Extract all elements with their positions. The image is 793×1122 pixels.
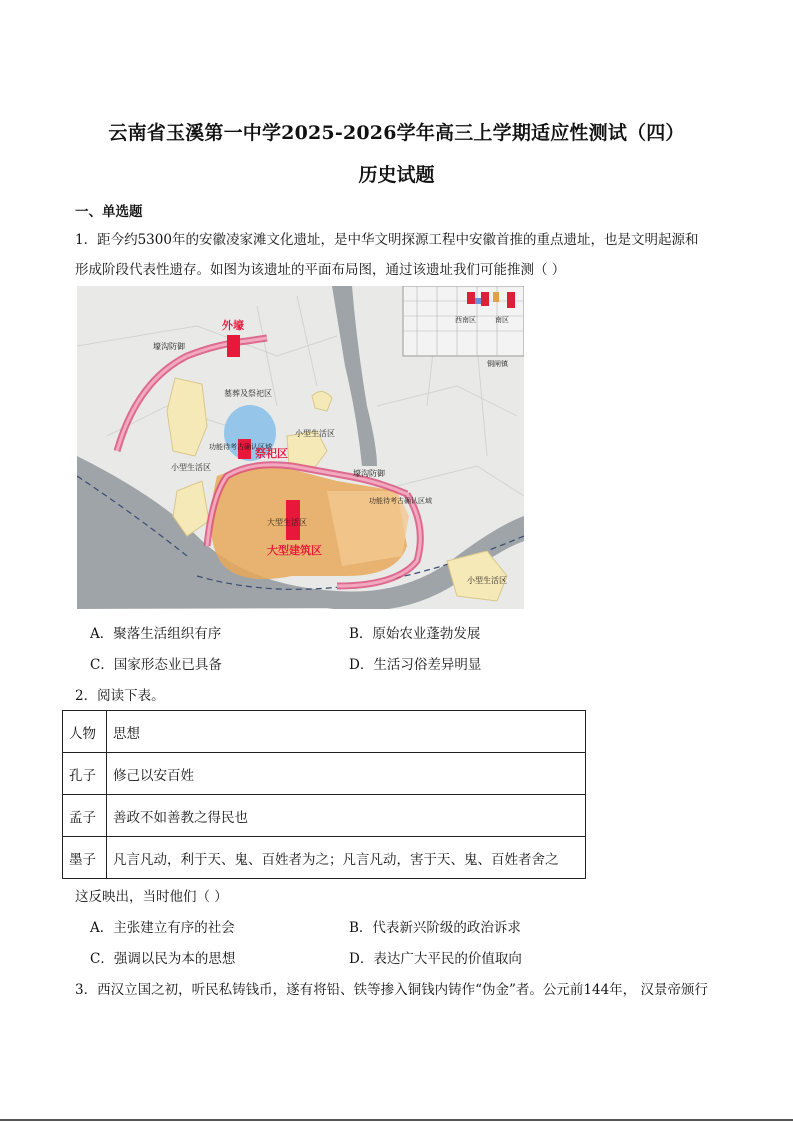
q1-option-b[interactable]: B．原始农业蓬勃发展 [349, 626, 481, 642]
q2-option-d[interactable]: D．表达广大平民的价值取向 [349, 951, 522, 967]
label-inset-sw: 西南区 [455, 316, 476, 324]
q1-stem-line2: 形成阶段代表性遗存。如图为该遗址的平面布局图，通过该遗址我们可能推测（ ） [75, 262, 566, 278]
table-cell-person: 墨子 [63, 837, 107, 879]
section-heading: 一、单选题 [75, 204, 143, 220]
q1-option-d[interactable]: D．生活习俗差异明显 [349, 657, 482, 673]
table-header-thought: 思想 [107, 711, 586, 753]
label-small-living-3: 小型生活区 [467, 576, 507, 585]
table-cell-thought: 凡言凡动，利于天、鬼、百姓者为之；凡言凡动，害于天、鬼、百姓者舍之 [107, 837, 586, 879]
q2-option-a[interactable]: A．主张建立有序的社会 [90, 920, 235, 936]
label-large-living: 大型生活区 [267, 518, 307, 527]
label-moat-defense-2: 壕沟防御 [353, 469, 385, 478]
label-sacrifice-area: 祭祀区 [255, 447, 288, 460]
label-small-living-2: 小型生活区 [171, 463, 211, 472]
page-bottom-rule [0, 1119, 793, 1121]
table-cell-person: 孔子 [63, 753, 107, 795]
q1-stem-line1: 1．距今约5300年的安徽凌家滩文化遗址，是中华文明探源工程中安徽首推的重点遗址，也是文明起源和 [75, 232, 699, 248]
label-outer-moat: 外壕 [222, 319, 244, 332]
q2-option-b[interactable]: B．代表新兴阶级的政治诉求 [349, 920, 521, 936]
q1-option-c[interactable]: C．国家形态业已具备 [90, 657, 222, 673]
page-title: 云南省玉溪第一中学2025-2026学年高三上学期适应性测试（四） [108, 122, 685, 144]
table-cell-person: 孟子 [63, 795, 107, 837]
q1-option-a[interactable]: A．聚落生活组织有序 [90, 626, 222, 642]
label-tomb-sacrifice: 墓葬及祭祀区 [224, 389, 272, 398]
q3-stem-line1: 3．西汉立国之初，听民私铸钱币，遂有将铅、铁等掺入铜钱内铸作“伪金”者。公元前144年， 汉景帝颁行 [75, 982, 708, 998]
page-subtitle: 历史试题 [358, 164, 435, 186]
q2-option-c[interactable]: C．强调以民为本的思想 [90, 951, 236, 967]
label-village: 铜闸镇 [487, 360, 508, 368]
label-inset-south: 南区 [495, 316, 509, 324]
table-row [63, 753, 586, 795]
table-header-person: 人物 [63, 711, 107, 753]
table-cell-thought: 善政不如善教之得民也 [107, 795, 586, 837]
q2-intro: 2．阅读下表。 [75, 688, 165, 704]
table-cell-thought: 修己以安百姓 [107, 753, 586, 795]
label-moat-defense-1: 壕沟防御 [153, 342, 185, 351]
label-function-pending-2: 功能待考古确认区域 [369, 497, 432, 505]
site-plan-map [77, 286, 524, 609]
table-row [63, 795, 586, 837]
label-function-pending-1: 功能待考古确认区域 [209, 443, 272, 451]
table-row [63, 837, 586, 879]
table-row [63, 711, 586, 753]
label-large-building: 大型建筑区 [267, 544, 322, 557]
label-small-living-1: 小型生活区 [295, 429, 335, 438]
q2-stem: 这反映出，当时他们（ ） [75, 889, 228, 905]
thinkers-table [62, 710, 586, 879]
